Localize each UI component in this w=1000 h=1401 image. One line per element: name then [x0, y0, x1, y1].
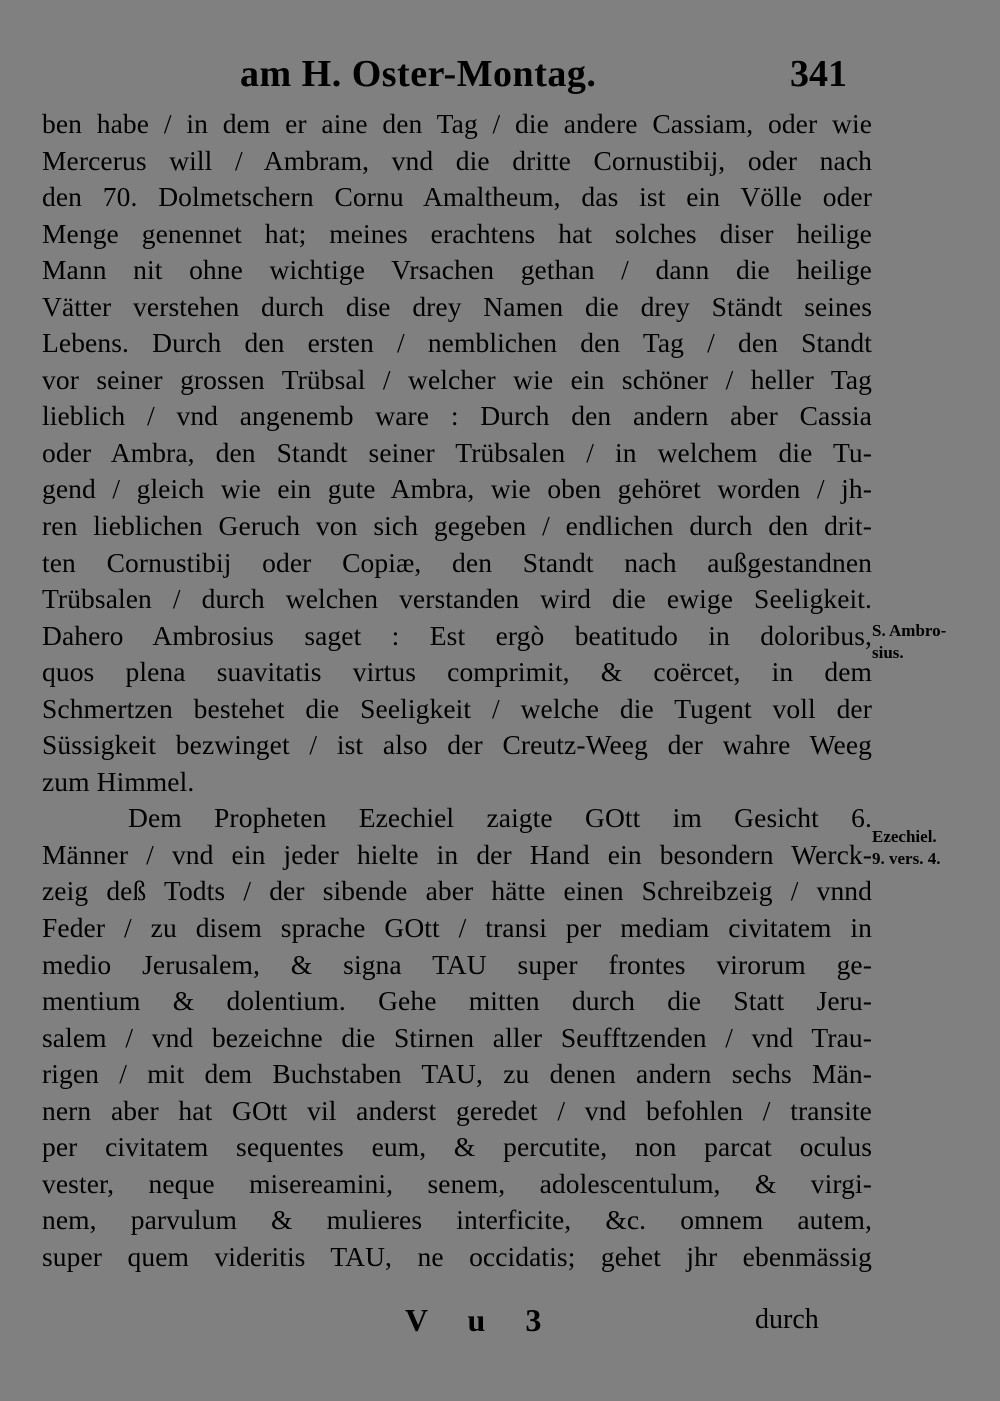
- text-line: gend / gleich wie ein gute Ambra, wie oben gehöret worden / jh-: [42, 473, 872, 505]
- text-line: salem / vnd bezeichne die Stirnen aller Seufftzenden / vnd Trau-: [42, 1021, 872, 1053]
- text-line: ben habe / in dem er aine den Tag / die andere Cassiam, oder wie: [42, 108, 872, 139]
- text-line: Menge genennet hat; meines erachtens hat solches diser heilige: [42, 217, 872, 249]
- text-line: mentium & dolentium. Gehe mitten durch die Statt Jeru-: [42, 985, 872, 1017]
- running-title: am H. Oster-Montag.: [240, 53, 597, 95]
- signature-mark: V u 3: [405, 1302, 558, 1338]
- text-line: nem, parvulum & mulieres interficite, &c. omnem autem,: [42, 1204, 872, 1236]
- text-line: rigen / mit dem Buchstaben TAU, zu denen andern sechs Män-: [42, 1058, 872, 1090]
- margin-note-ezechiel: [872, 826, 996, 870]
- text-line: quos plena suavitatis virtus comprimit, & coërcet, in dem: [42, 656, 872, 688]
- text-line: Männer / vnd ein jeder hielte in der Hand ein besondern Werck-: [42, 838, 872, 870]
- text-line: zeig deß Todts / der sibende aber hätte einen Schreibzeig / vnnd: [42, 875, 872, 907]
- text-line: den 70. Dolmetschern Cornu Amaltheum, das ist ein Völle oder: [42, 181, 872, 213]
- text-line: Feder / zu disem sprache GOtt / transi per mediam civitatem in: [42, 912, 872, 944]
- page-number: 341: [790, 53, 847, 95]
- text-line: per civitatem sequentes eum, & percutite, non parcat oculus: [42, 1131, 872, 1163]
- text-line: Dahero Ambrosius saget : Est ergò beatitudo in doloribus,: [42, 619, 872, 651]
- catchword: durch: [755, 1304, 819, 1335]
- text-line: Vätter verstehen durch dise drey Namen die drey Ständt seines: [42, 290, 872, 322]
- margin-note-line: S. Ambro-: [872, 621, 947, 640]
- text-line: ren lieblichen Geruch von sich gegeben / endlichen durch den drit-: [42, 510, 872, 542]
- text-line: Lebens. Durch den ersten / nemblichen den Tag / den Standt: [42, 327, 872, 359]
- margin-note-line: Ezechiel.: [872, 827, 937, 846]
- text-line: Mann nit ohne wichtige Vrsachen gethan / dann die heilige: [42, 254, 872, 286]
- text-line: medio Jerusalem, & signa TAU super frontes virorum ge-: [42, 948, 872, 980]
- text-line: nern aber hat GOtt vil anderst geredet / vnd befohlen / transite: [42, 1094, 872, 1126]
- text-line: Trübsalen / durch welchen verstanden wird die ewige Seeligkeit.: [42, 583, 872, 615]
- page-footer: [0, 1302, 1000, 1346]
- page-header: [0, 52, 1000, 102]
- text-line: vor seiner grossen Trübsal / welcher wie ein schöner / heller Tag: [42, 363, 872, 395]
- text-line: vester, neque misereamini, senem, adolescentulum, & virgi-: [42, 1167, 872, 1199]
- text-line: oder Ambra, den Standt seiner Trübsalen / in welchem die Tu-: [42, 436, 872, 468]
- text-line: zum Himmel.: [42, 765, 195, 797]
- text-line: lieblich / vnd angenemb ware : Durch den andern aber Cassia: [42, 400, 872, 432]
- text-line: ten Cornustibij oder Copiæ, den Standt nach außgestandnen: [42, 546, 872, 578]
- text-line: Schmertzen bestehet die Seeligkeit / welche die Tugent voll der: [42, 692, 872, 724]
- margin-note-line: sius.: [872, 643, 904, 662]
- text-line: Mercerus will / Ambram, vnd die dritte Cornustibij, oder nach: [42, 144, 872, 176]
- text-line: Dem Propheten Ezechiel zaigte GOtt im Gesicht 6.: [128, 802, 872, 834]
- text-line: Süssigkeit bezwinget / ist also der Creutz-Weeg der wahre Weeg: [42, 729, 872, 761]
- margin-note-ambrosius: [872, 620, 996, 664]
- margin-note-line: 9. vers. 4.: [872, 849, 941, 868]
- text-line: super quem videritis TAU, ne occidatis; gehet jhr ebenmässig: [42, 1240, 872, 1272]
- body-text: [42, 106, 872, 1276]
